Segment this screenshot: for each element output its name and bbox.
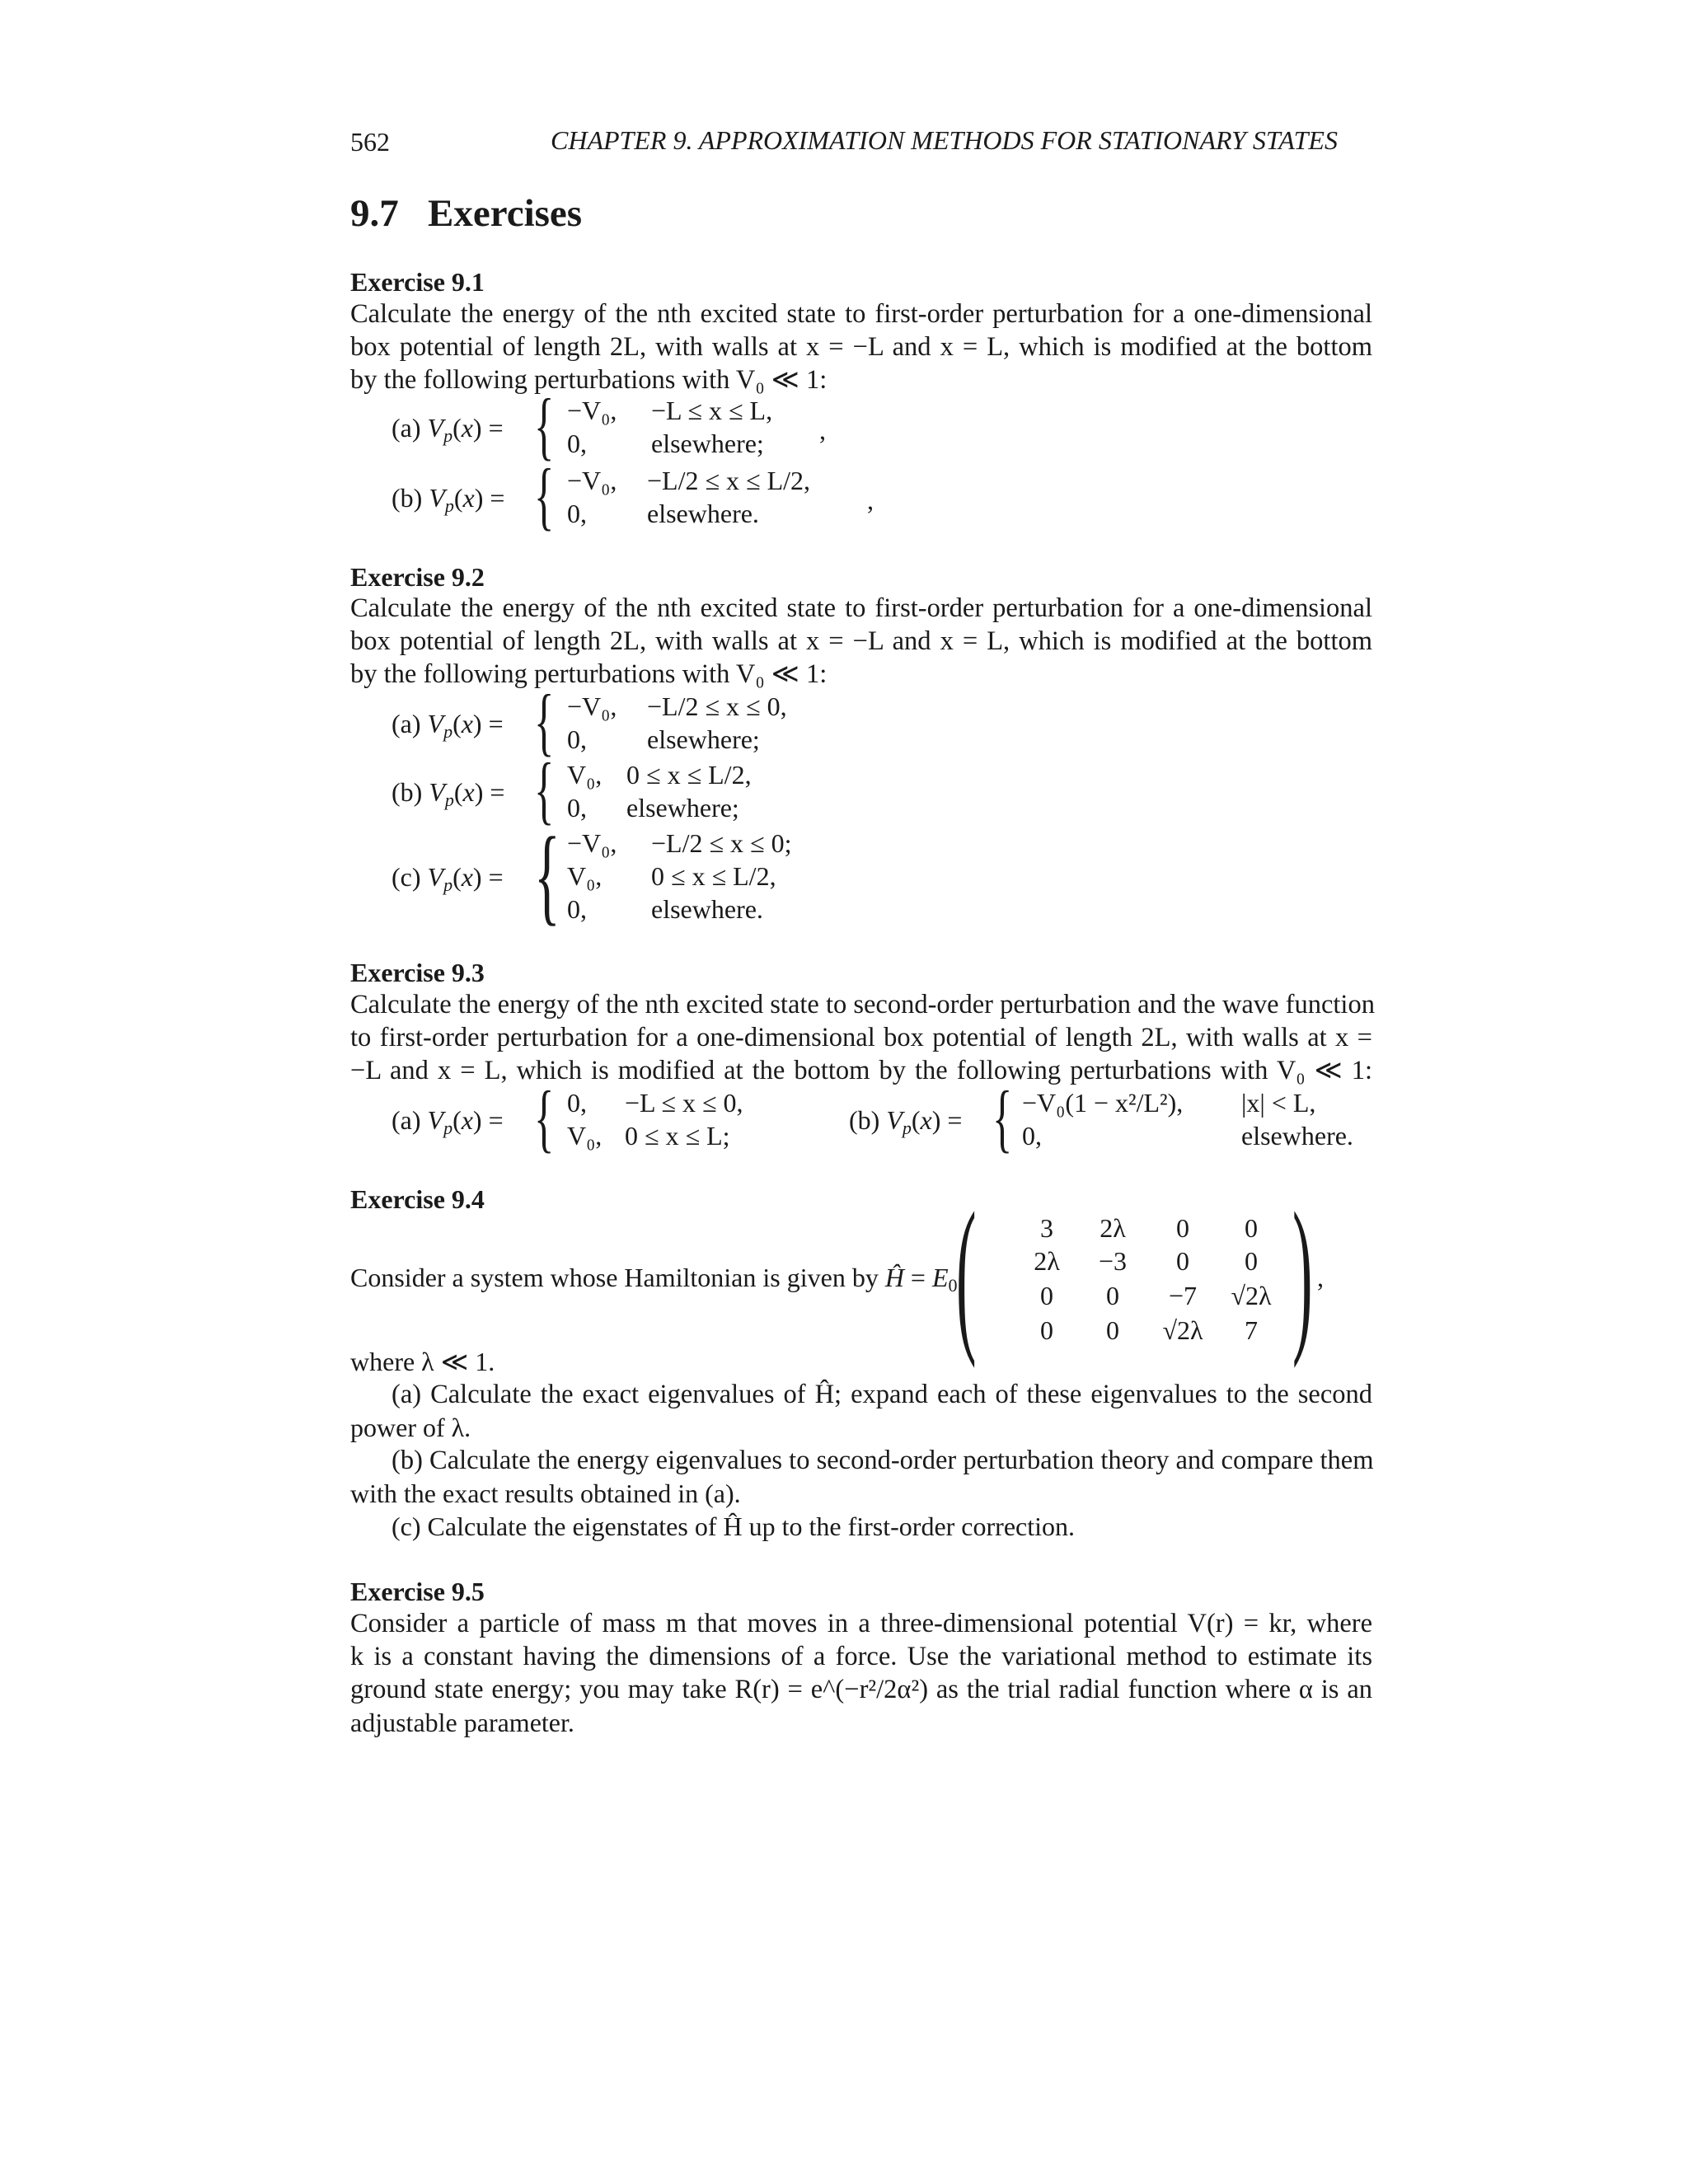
ex4-where: where λ ≪ 1. [350, 1347, 495, 1376]
matrix-cell: 2λ [1034, 1246, 1060, 1276]
ex2-a-label: (a) [392, 709, 421, 738]
exercise-9-1-line-3: by the following perturbations with V₀ ≪ 1: [350, 365, 828, 395]
ex4-part-b-line-2: with the exact results obtained in (a). [350, 1479, 741, 1508]
ex2-b-brace: { [534, 748, 555, 832]
ex2-b-case-1: V₀, [567, 760, 603, 790]
ex2-c-condition-2: 0 ≤ x ≤ L/2, [651, 861, 776, 891]
matrix-cell: 0 [1106, 1281, 1119, 1310]
ex3-a-case-2: V₀, [567, 1121, 603, 1151]
ex2-b-condition-2: elsewhere; [626, 793, 739, 823]
matrix-cell: 2λ [1100, 1213, 1126, 1243]
matrix-cell: √2λ [1231, 1281, 1272, 1310]
ex4-matrix-comma: , [1317, 1263, 1324, 1292]
matrix-cell: √2λ [1162, 1315, 1203, 1345]
ex3-a-label: (a) [392, 1105, 421, 1135]
ex3-b-brace: { [992, 1076, 1013, 1160]
ex1-b-label: (b) [392, 483, 423, 513]
matrix-cell: 7 [1245, 1315, 1258, 1345]
exercise-9-3-line-1: Calculate the energy of the nth excited state to second-order perturbation and the wave function [350, 990, 1375, 1019]
ex4-intro-text: Consider a system whose Hamiltonian is given by [350, 1263, 879, 1292]
section-heading [350, 191, 582, 236]
matrix-cell: 0 [1176, 1246, 1189, 1276]
ex2-a-case-1: −V₀, [567, 691, 617, 721]
ex2-c-condition-1: −L/2 ≤ x ≤ 0; [651, 828, 792, 858]
ex1-b-comma: , [867, 485, 874, 515]
ex2-c-label: (c) [392, 862, 421, 892]
exercise-9-5-title: Exercise 9.5 [350, 1577, 485, 1606]
ex1-b-condition-2: elsewhere. [647, 499, 759, 528]
exercise-9-3-line-2: to first-order perturbation for a one-dimensional box potential of length 2L, with walls at x = [350, 1023, 1372, 1052]
ex3-a-condition-1: −L ≤ x ≤ 0, [625, 1088, 743, 1118]
ex4-part-b-line-1: (b) Calculate the energy eigenvalues to second-order perturbation theory and compare them [392, 1446, 1374, 1475]
ex1-b-condition-1: −L/2 ≤ x ≤ L/2, [647, 466, 811, 495]
ex2-a-case-2: 0, [567, 724, 587, 754]
ex2-c-case-2: V₀, [567, 861, 603, 891]
ex1-b-case-1: −V₀, [567, 466, 617, 495]
matrix-cell: 0 [1176, 1213, 1189, 1243]
ex3-b-condition-2: elsewhere. [1241, 1121, 1353, 1151]
ex2-c-equation: (c) $V_p(x)$ = [392, 862, 504, 895]
exercise-9-2-line-3: by the following perturbations with V₀ ≪ 1: [350, 659, 828, 689]
ex1-b-equation: (b) $V_p(x)$ = [392, 483, 505, 516]
ex3-b-condition-1: |x| < L, [1241, 1088, 1316, 1118]
ex1-a-comma: , [819, 415, 826, 445]
matrix-cell: −7 [1168, 1281, 1198, 1310]
ex2-c-case-1: −V₀, [567, 828, 617, 858]
ex2-b-case-2: 0, [567, 793, 587, 823]
matrix-right-paren: ) [1292, 1178, 1313, 1369]
ex4-part-c-line-1: (c) Calculate the eigenstates of Ĥ up to the first-order correction. [392, 1511, 1075, 1541]
ex2-c-brace: { [534, 814, 560, 935]
ex2-b-equation: (b) $V_p(x)$ = [392, 777, 505, 810]
ex4-intro: Consider a system whose Hamiltonian is given by Ĥ = $E_0$ [350, 1263, 958, 1296]
ex3-a-case-1: 0, [567, 1088, 587, 1118]
ex2-a-condition-1: −L/2 ≤ x ≤ 0, [647, 691, 787, 721]
ex2-c-condition-3: elsewhere. [651, 894, 763, 924]
ex3-a-condition-2: 0 ≤ x ≤ L; [625, 1121, 730, 1151]
hamiltonian-matrix [1010, 1212, 1290, 1352]
ex1-a-case-2: 0, [567, 429, 587, 458]
ex2-a-equation: (a) $V_p(x)$ = [392, 709, 504, 742]
ex1-a-equation: (a) $V_p(x)$ = [392, 413, 504, 446]
matrix-cell: 0 [1106, 1315, 1119, 1345]
ex1-a-condition-2: elsewhere; [651, 429, 764, 458]
exercise-9-1-line-2: box potential of length 2L, with walls at x = −L and x = L, which is modified at the bottom [350, 332, 1372, 362]
exercise-9-5-line-1: Consider a particle of mass m that moves in a three-dimensional potential V(r) = kr, where [350, 1609, 1372, 1638]
ex1-a-condition-1: −L ≤ x ≤ L, [651, 396, 773, 425]
ex3-a-equation: (a) $V_p(x)$ = [392, 1105, 504, 1138]
exercise-9-5-line-3: ground state energy; you may take R(r) = e^(−r²/2α²) as the trial radial function where α is an [350, 1675, 1372, 1704]
ex2-c-case-3: 0, [567, 894, 587, 924]
exercise-9-3-line-3: −L and x = L, which is modified at the bottom by the following perturbations with V₀ ≪ 1: [350, 1056, 1372, 1085]
ex2-a-brace: { [534, 679, 555, 763]
exercise-9-2-line-2: box potential of length 2L, with walls at x = −L and x = L, which is modified at the bottom [350, 626, 1372, 656]
section-title: Exercises [428, 192, 583, 235]
matrix-cell: −3 [1098, 1246, 1128, 1276]
ex3-b-case-2: 0, [1022, 1121, 1042, 1151]
ex1-b-brace: { [534, 453, 555, 537]
ex1-a-brace: { [534, 383, 555, 467]
ex1-b-case-2: 0, [567, 499, 587, 528]
ex3-a-brace: { [534, 1076, 555, 1160]
exercise-9-3-title: Exercise 9.3 [350, 958, 485, 987]
ex4-part-a-line-1: (a) Calculate the exact eigenvalues of Ĥ; expand each of these eigenvalues to the second [392, 1380, 1372, 1409]
matrix-left-paren: ( [956, 1178, 977, 1369]
ex2-b-condition-1: 0 ≤ x ≤ L/2, [626, 760, 752, 790]
exercise-9-5-line-2: k is a constant having the dimensions of a force. Use the variational method to estimate its [350, 1642, 1372, 1671]
ex4-part-a-line-2: power of λ. [350, 1413, 471, 1442]
matrix-cell: 0 [1245, 1246, 1258, 1276]
exercise-9-5-line-4: adjustable parameter. [350, 1708, 574, 1737]
exercise-9-1-title: Exercise 9.1 [350, 267, 485, 297]
ex1-a-label: (a) [392, 413, 421, 443]
section-number: 9.7 [350, 192, 399, 235]
page-number: 562 [350, 127, 390, 157]
ex3-b-equation: (b) $V_p(x)$ = [849, 1105, 963, 1138]
ex2-b-label: (b) [392, 777, 423, 807]
matrix-cell: 3 [1040, 1213, 1053, 1243]
ex3-b-case-1: −V₀(1 − x²/L²), [1022, 1088, 1184, 1118]
running-title: CHAPTER 9. APPROXIMATION METHODS FOR STATIONARY STATES [551, 125, 1338, 155]
exercise-9-2-line-1: Calculate the energy of the nth excited state to first-order perturbation for a one-dimensional [350, 593, 1372, 623]
exercise-9-2-title: Exercise 9.2 [350, 562, 485, 592]
matrix-cell: 0 [1040, 1281, 1053, 1310]
matrix-cell: 0 [1040, 1315, 1053, 1345]
matrix-cell: 0 [1245, 1213, 1258, 1243]
ex1-a-case-1: −V₀, [567, 396, 617, 425]
ex3-b-label: (b) [849, 1105, 880, 1135]
exercise-9-4-title: Exercise 9.4 [350, 1184, 485, 1214]
ex2-a-condition-2: elsewhere; [647, 724, 760, 754]
exercise-9-1-line-1: Calculate the energy of the nth excited state to first-order perturbation for a one-dimensional [350, 299, 1372, 329]
